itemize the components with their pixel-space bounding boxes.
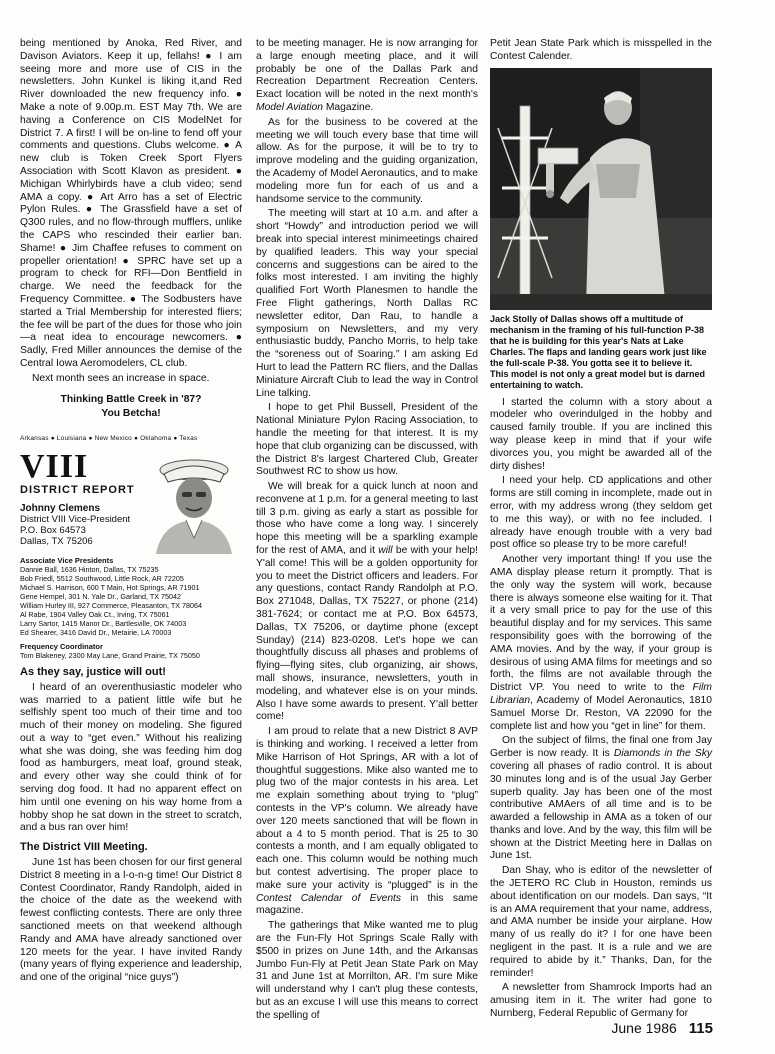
district-header — [20, 447, 242, 550]
meeting-heading: The District VIII Meeting. — [20, 841, 148, 854]
associate-vp: Dannie Ball, 1636 Hinton, Dallas, TX 75235 — [20, 564, 159, 574]
column-3 — [490, 38, 712, 1023]
avp-paragraph: I am proud to relate that a new District 8 AVP is thinking and working. I received a letter from Mike Harrison of Hot Springs, AR with a lot of thoughtful suggestions. Mike also wanted me to plug two of the major contests in his area. Let me explain something about trying to “plug” contests in the VP's column. We already have over 120 meets sanctioned that will be flown in about a 4 to 5 month period. That is 25 to 30 contests a month, and I am equally obligated to each one. This column would be nothing much but contest advertising. The proper place to make sure your activity is “plugged” is in the Contest Calendar of Events in this same magazine. — [256, 726, 478, 917]
shamrock-paragraph: A newsletter from Shamrock Imports had an amusing item in it. The writer had gone to Nurnberg, Federal Republic of Germany for — [490, 982, 712, 1020]
film-title: Diamonds in the Sky — [613, 748, 712, 760]
business-paragraph: As for the business to be covered at the meeting we will touch every base that time will allow. As for the purpose, it will be to try to improve modeling and the guiding organization, the Academy of Model Aeronautics, and to make modeling more fun for each of us and a handsome service to the community. — [256, 116, 478, 205]
page-number: 115 — [688, 1020, 713, 1037]
film-librarian: Film Librarian — [490, 682, 712, 706]
district-number: VIII — [20, 447, 89, 485]
ama-display-paragraph: Another very important thing! If you use the AMA display please return it promptly. That is the only way the system will work, because there is always someone else waiting for it. That it a very small price to pay for the use of this beautiful display and for my services. This same responsibility goes with the borrowing of the AMA movies. And by the way, if your group is desirous of using AMA films for meetings and so forth, the films are not available through the District VP. You need to write to the Film Librarian, Academy of Model Aeronautics, 1810 Samuel Morse Dr. Reston, VA 22090 for the complete list and how you “get in line” for them. — [490, 554, 712, 732]
issue-date: June 1986 — [611, 1020, 677, 1036]
page-footer — [611, 1020, 713, 1037]
p38-model-photo — [490, 68, 712, 310]
column-2 — [256, 38, 478, 1025]
associate-vp: Al Rabe, 1904 Valley Oak Ct., Irving, TX 75061 — [20, 609, 170, 619]
petit-jean-paragraph: Petit Jean State Park which is misspelled in the Contest Calender. — [490, 38, 712, 62]
associate-vp: William Hurley III, 927 Commerce, Pleasanton, TX 78064 — [20, 600, 203, 610]
district-report-title: DISTRICT REPORT — [20, 483, 135, 496]
identification-paragraph: Dan Shay, who is editor of the newsletter of the JETERO RC Club in Houston, reminds us about identification on our models. Dan says, “It is an AMA requirement that your name, address, and AMA number be inside your airplane. How many of us really do it? I for one have been negligent in the past. It is a rule and we are required to abide by it.” Thanks, Dan, for the reminder! — [490, 865, 712, 979]
vp-portrait-photo — [142, 456, 242, 554]
films-paragraph: On the subject of films, the final one from Jay Gerber is now ready. It is Diamonds in the Sky covering all phases of radio control. It is about 30 minutes long and is of the usual Jay Gerber superb quality. Jay has been one of the most contributive AMAers of all time and is to be awarded a fellowship in AMA as a token of our thanks and love. And by the way, this film will be shown at the District Meeting here in Dallas on June 1st. — [490, 735, 712, 862]
meeting-date-paragraph: June 1st has been chosen for our first general District 8 meeting in a l-o-n-g time! Our District 8 Contest Coordinator, Randy Randolph, aided in the choice of the date as the weekend with fewest conflicting contests. There are only three sanctioned meets on that weekend although Randy and AMA have already sanctioned over 120 meets for the year. I have invited Randy (many years of flying experience and leadership, and one of the original “nice guys”) — [20, 857, 242, 984]
magazine-title: Model Aviation — [256, 101, 323, 113]
associate-vp: Ed Shearer, 3416 David Dr., Metairie, LA 70003 — [20, 627, 172, 637]
associate-vp: Bob Friedl, 5512 Southwood, Little Rock, AR 72205 — [20, 573, 184, 583]
divorce-paragraph: I started the column with a story about a modeler who overindulged in the hobby and caused family trouble. If you are inclined this way please keep in mind that if your wife divorces you, you might be awarded all of the dirty dishes! — [490, 396, 712, 472]
cd-applications-paragraph: I need your help. CD applications and other forms are still coming in incomplete, made out in error, with my address wrong (they seldom get to me this way), or with no fee included. I already have enough trouble with a very bad post office so please try to be more careful! — [490, 475, 712, 551]
column-1 — [20, 38, 242, 987]
vp-name: Johnny Clemens — [20, 502, 101, 514]
lunch-paragraph: We will break for a quick lunch at noon and reconvene at 1 p.m. for a general meeting to last till 3 p.m. giving as early a start as possible for those who have come a long way. I sincerely hope this meeting will be a sparkling example for the rest of AMA, and it will be with your help! Y'all come! This will be a golden opportunity for you to meet the District officers and leaders. For any questions, contact Randy Randolph at P.O. Box 271048, Dallas, TX 75227, or phone (214) 381-7624; or contact me at P.O. Box 64573, Dallas, TX 75206, or daytime phone (except Sunday) (214) 823-0208. Let's hope we can thoughtfully discuss all phases and problems of flying—flying sites, club organizing, air shows, mall shows, insurance, newsletters, youth in modeling, and whatever else is on your minds. Also I have some awards to present. Y'all better come! — [256, 481, 478, 723]
club-notes-paragraph: being mentioned by Anoka, Red River, and Davison Aviators. Keep it up, fellahs! ● I am seeing more and more use of CIS in the newsletters. John Kunkel is liking it,and Red River downloaded the new frequency info. ● Make a note of 9.00p.m. EST May 7th. We are having a Conference on CIS ModelNet for District 7. A first! I will be on-line to fend off your comments and questions. Clubs welcome. ● A new club is Token Creek Sport Flyers Association with Scott Klavon as president. ● Michigan Whirlybirds have a club video; send AMA a copy. ● Art Arro has a set of Electric Pylon Rules. ● The Grassfield have a set of Q300 rules, and no flow-through mufflers, unlike the CAPS who rescinded their earlier ban. Shame! ● Jim Chaffee refuses to comment on propeller orientation! ● SPRC have set up a program to check for RFI—Don Bentfield in charge. We need the feedback for the Frequency Committee. ● The Sodbusters have started a Trial Membership for interested fliers; the fee will be part of the dues for those who join—a neat idea to encourage newcomers. ● Sadly, Fred Miller announces the demise of the Central Iowa Aeromodelers, CL club. — [20, 38, 242, 369]
associate-vps-heading: Associate Vice Presidents — [20, 555, 114, 565]
dog-food-story: I heard of an overenthusiastic modeler who was married to a patient little wife but he selfishly spent too much of their time and too much of their money on modeling. She figured out a way to “get even.” Without his realizing what she was doing, she was feeding him dog food as hamburgers, meat loaf, ground steak, and every other way she could think of for serving dog food. It had no apparent effect on him until one evening on his way home from a hobby shop he sat down in the street to scratch, and a bus ran over him! — [20, 681, 242, 834]
vp-address-2: Dallas, TX 75206 — [20, 535, 93, 547]
associate-vp: Gene Hempel, 301 N. Yale Dr., Garland, TX 75042 — [20, 591, 182, 601]
frequency-coordinator: Tom Blakeney, 2300 May Lane, Grand Prairie, TX 75050 — [20, 650, 200, 660]
slogan-line-1: Thinking Battle Creek in '87? — [60, 393, 202, 405]
schedule-paragraph: The meeting will start at 10 a.m. and after a short “Howdy” and introduction period we will break into special interest minimeetings chaired by qualified leaders. This way your special concerns and suggestions can be aired to the folks most interested. I am inviting the highly qualified Fort Worth Planesmen to handle the Free Flight gatherings, North Dallas RC newsletter editor, Dan Rau, to handle a symposium on Newsletters, and my very enthusiastic buddy, Pancho Morris, to help take the “soreness out of Soaring.” I am asking Ed Hurt to lead the Pattern RC fliers, and the Dallas Miniature Aircraft Club to lead the way in Control Line talking. — [256, 208, 478, 399]
slogan-line-2: You Betcha! — [101, 408, 161, 420]
gatherings-paragraph: The gatherings that Mike wanted me to plug are the Fun-Fly Hot Springs Scale Rally with $500 in prizes on June 14th, and the Arkansas Jumbo Fun-Fly at Petit Jean State Park on May 31 and June 1st at Morrilton, AR. I'm sure Mike will understand why I can't plug these contests, but as an excuse I will use this means to correct the spelling of — [256, 920, 478, 1021]
next-month-paragraph: Next month sees an increase in space. — [32, 372, 210, 384]
associate-vp: Michael S. Harrison, 600 T Main, Hot Springs, AR 71901 — [20, 582, 200, 592]
district-states: Arkansas ● Louisiana ● New Mexico ● Oklahoma ● Texas — [20, 435, 198, 443]
vp-title: District VIII Vice-President — [20, 513, 131, 525]
pylon-paragraph: I hope to get Phil Bussell, President of the National Miniature Pylon Racing Association, to handle the meeting for that interest. It is my hope that club organizing can be discussed, with the District 8's largest Chartered Club, Greater Southwest RC to show us how. — [256, 402, 478, 478]
meeting-manager-paragraph: to be meeting manager. He is now arranging for a large enough meeting place, and it will probably be one of the Dallas Park and Recreation Department Recreation Centers. Exact location will be noted in the next month's Model Aviation Magazine. — [256, 38, 478, 113]
contest-calendar-title: Contest Calendar of Events — [256, 892, 402, 904]
justice-heading: As they say, justice will out! — [20, 665, 166, 678]
photo-caption: Jack Stolly of Dallas shows off a multitude of mechanism in the framing of his full-function P-38 that he is building for this year's Nats at Lake Charles. The flaps and landing gears work just like the full-scale P-38. You gotta see it to believe it. This model is not only a great model but is darned entertaining to watch. — [490, 313, 707, 390]
frequency-coordinator-heading: Frequency Coordinator — [20, 641, 103, 651]
associate-vps — [20, 556, 242, 660]
vp-address-1: P.O. Box 64573 — [20, 524, 86, 536]
associate-vp: Larry Sartor, 1415 Manor Dr., Bartlesville, OK 74003 — [20, 618, 187, 628]
